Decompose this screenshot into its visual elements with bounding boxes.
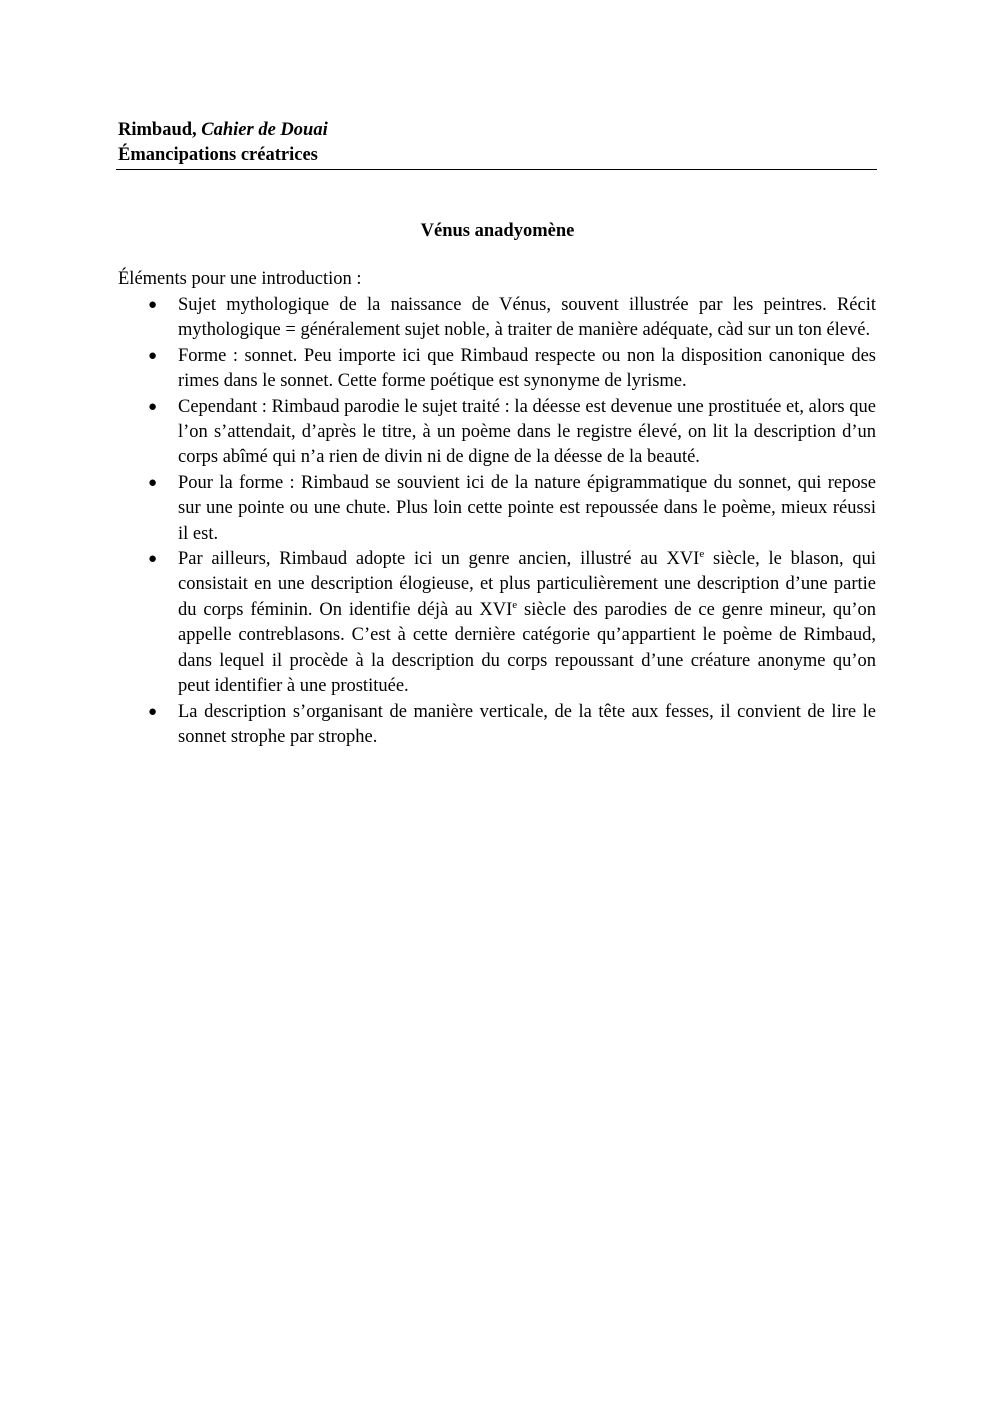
intro-label: Éléments pour une introduction : xyxy=(118,269,362,289)
bullet-list xyxy=(118,293,876,750)
list-item xyxy=(118,395,876,471)
superscript: e xyxy=(699,547,705,560)
superscript: e xyxy=(512,598,518,611)
bullet-icon: ● xyxy=(148,474,158,491)
header-author: Rimbaud, xyxy=(118,120,197,140)
document-title: Vénus anadyomène xyxy=(420,221,575,241)
header-rule xyxy=(116,169,877,170)
document-header xyxy=(118,118,877,168)
list-item xyxy=(118,700,876,751)
list-item-text: Forme : sonnet. Peu importe ici que Rimbaud respecte ou non la disposition canonique des rimes dans le sonnet. Cette forme poétique est synonyme de lyrisme. xyxy=(178,345,876,392)
bullet-icon: ● xyxy=(148,347,158,364)
bullet-icon: ● xyxy=(148,703,158,720)
bullet-icon: ● xyxy=(148,551,158,568)
list-item xyxy=(118,293,876,344)
bullet-icon: ● xyxy=(148,398,158,415)
list-item-text: Cependant : Rimbaud parodie le sujet traité : la déesse est devenue une prostituée et, alors que l’on s’attendait, d’après le titre, à un poème dans le registre élevé, on lit la description d’un corps abîmé qui n’a rien de divin ni de digne de la déesse de la beauté. xyxy=(178,396,876,468)
list-item-text-part: siècle des parodies de ce genre mineur, qu’on appelle contreblasons. C’est à cette dernière catégorie qu’appartient le poème de Rimbaud, dans lequel il procède à la description du corps repoussant d’une créature anonyme qu’on peut identifier à une prostituée. xyxy=(178,599,876,697)
list-item-text xyxy=(178,549,876,696)
list-item-text: Pour la forme : Rimbaud se souvient ici de la nature épigrammatique du sonnet, qui repose sur une pointe ou une chute. Plus loin cette pointe est repoussée dans le poème, mieux réussi il est. xyxy=(178,472,876,544)
list-item-text-part: Par ailleurs, Rimbaud adopte ici un genre ancien, illustré au XVI xyxy=(178,549,700,570)
list-item-text-part: siècle, le blason, qui consistait en une description élogieuse, et plus particulièrement une description d’une partie du corps féminin. On identifie déjà au XVI xyxy=(178,549,876,620)
list-item xyxy=(118,344,876,395)
header-author-line xyxy=(118,118,877,143)
list-item xyxy=(118,471,876,547)
bullet-icon: ● xyxy=(148,297,158,313)
header-subtitle: Émancipations créatrices xyxy=(118,145,318,165)
list-item-text: Sujet mythologique de la naissance de Vénus, souvent illustrée par les peintres. Récit mythologique = généralement sujet noble, à traiter de manière adéquate, càd sur un ton élevé. xyxy=(178,295,876,341)
list-item xyxy=(118,547,876,699)
header-work-title: Cahier de Douai xyxy=(201,120,328,140)
list-item-text: La description s’organisant de manière verticale, de la tête aux fesses, il convient de lire le sonnet strophe par strophe. xyxy=(178,701,876,747)
